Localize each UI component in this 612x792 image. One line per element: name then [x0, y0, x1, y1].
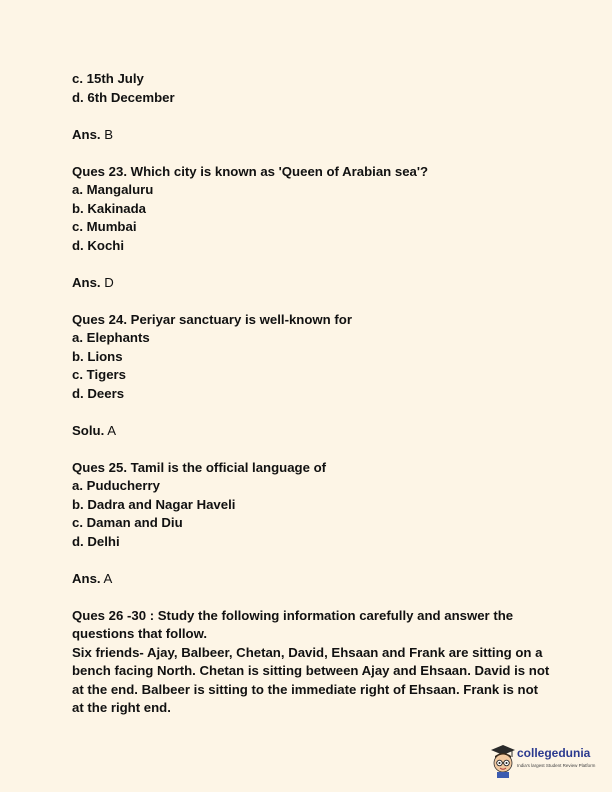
answer-label: Ans.: [72, 126, 101, 142]
solution-label: Solu.: [72, 422, 105, 438]
option-d: d. Delhi: [72, 533, 120, 549]
question-26-30-intro: Ques 26 -30 : Study the following information carefully and answer the questions that follow.: [72, 607, 514, 641]
logo-tagline: India's largest Student Review Platform: [517, 763, 596, 768]
option-c: c. Tigers: [72, 367, 126, 382]
option-b: b. Kakinada: [72, 200, 147, 216]
option-b: b. Dadra and Nagar Haveli: [72, 496, 236, 512]
option-c: c. Mumbai: [72, 219, 137, 234]
option-a: a. Elephants: [72, 330, 150, 345]
option-d: d. Kochi: [72, 237, 125, 253]
answer-label: Ans.: [72, 570, 101, 586]
option-a: a. Puducherry: [72, 478, 160, 493]
answer-value: D: [104, 274, 114, 290]
question-25: Ques 25. Tamil is the official language of: [72, 459, 327, 475]
answer-22: [72, 126, 552, 145]
answer-label: Ans.: [72, 274, 101, 290]
collegedunia-logo: [490, 744, 600, 778]
reasoning-passage: Six friends- Ajay, Balbeer, Chetan, David, Ehsaan and Frank are sitting on a bench facing North. Chetan is sitting between Ajay and Ehsaan. David is not at the end. Balbeer is sitting to the immediate right of Ehsaan. Frank is not at the right end.: [72, 644, 550, 715]
option-d: d. 6th December: [72, 89, 175, 105]
answer-value: A: [103, 570, 113, 586]
solution-24: [72, 422, 552, 441]
option-d: d. Deers: [72, 385, 125, 401]
student-mascot-icon: [490, 744, 516, 778]
option-b: b. Lions: [72, 348, 123, 364]
logo-wordmark: collegedunia: [517, 746, 591, 760]
question-24: Ques 24. Periyar sanctuary is well-known for: [72, 311, 352, 327]
solution-value: A: [107, 422, 116, 438]
question-23: Ques 23. Which city is known as 'Queen of Arabian sea'?: [72, 163, 429, 179]
answer-25: [72, 570, 552, 589]
option-c: c. Daman and Diu: [72, 515, 183, 530]
option-a: a. Mangaluru: [72, 182, 154, 197]
option-c: c. 15th July: [72, 71, 144, 86]
answer-value: B: [104, 126, 114, 142]
answer-23: [72, 274, 552, 293]
document-body: [72, 70, 552, 718]
